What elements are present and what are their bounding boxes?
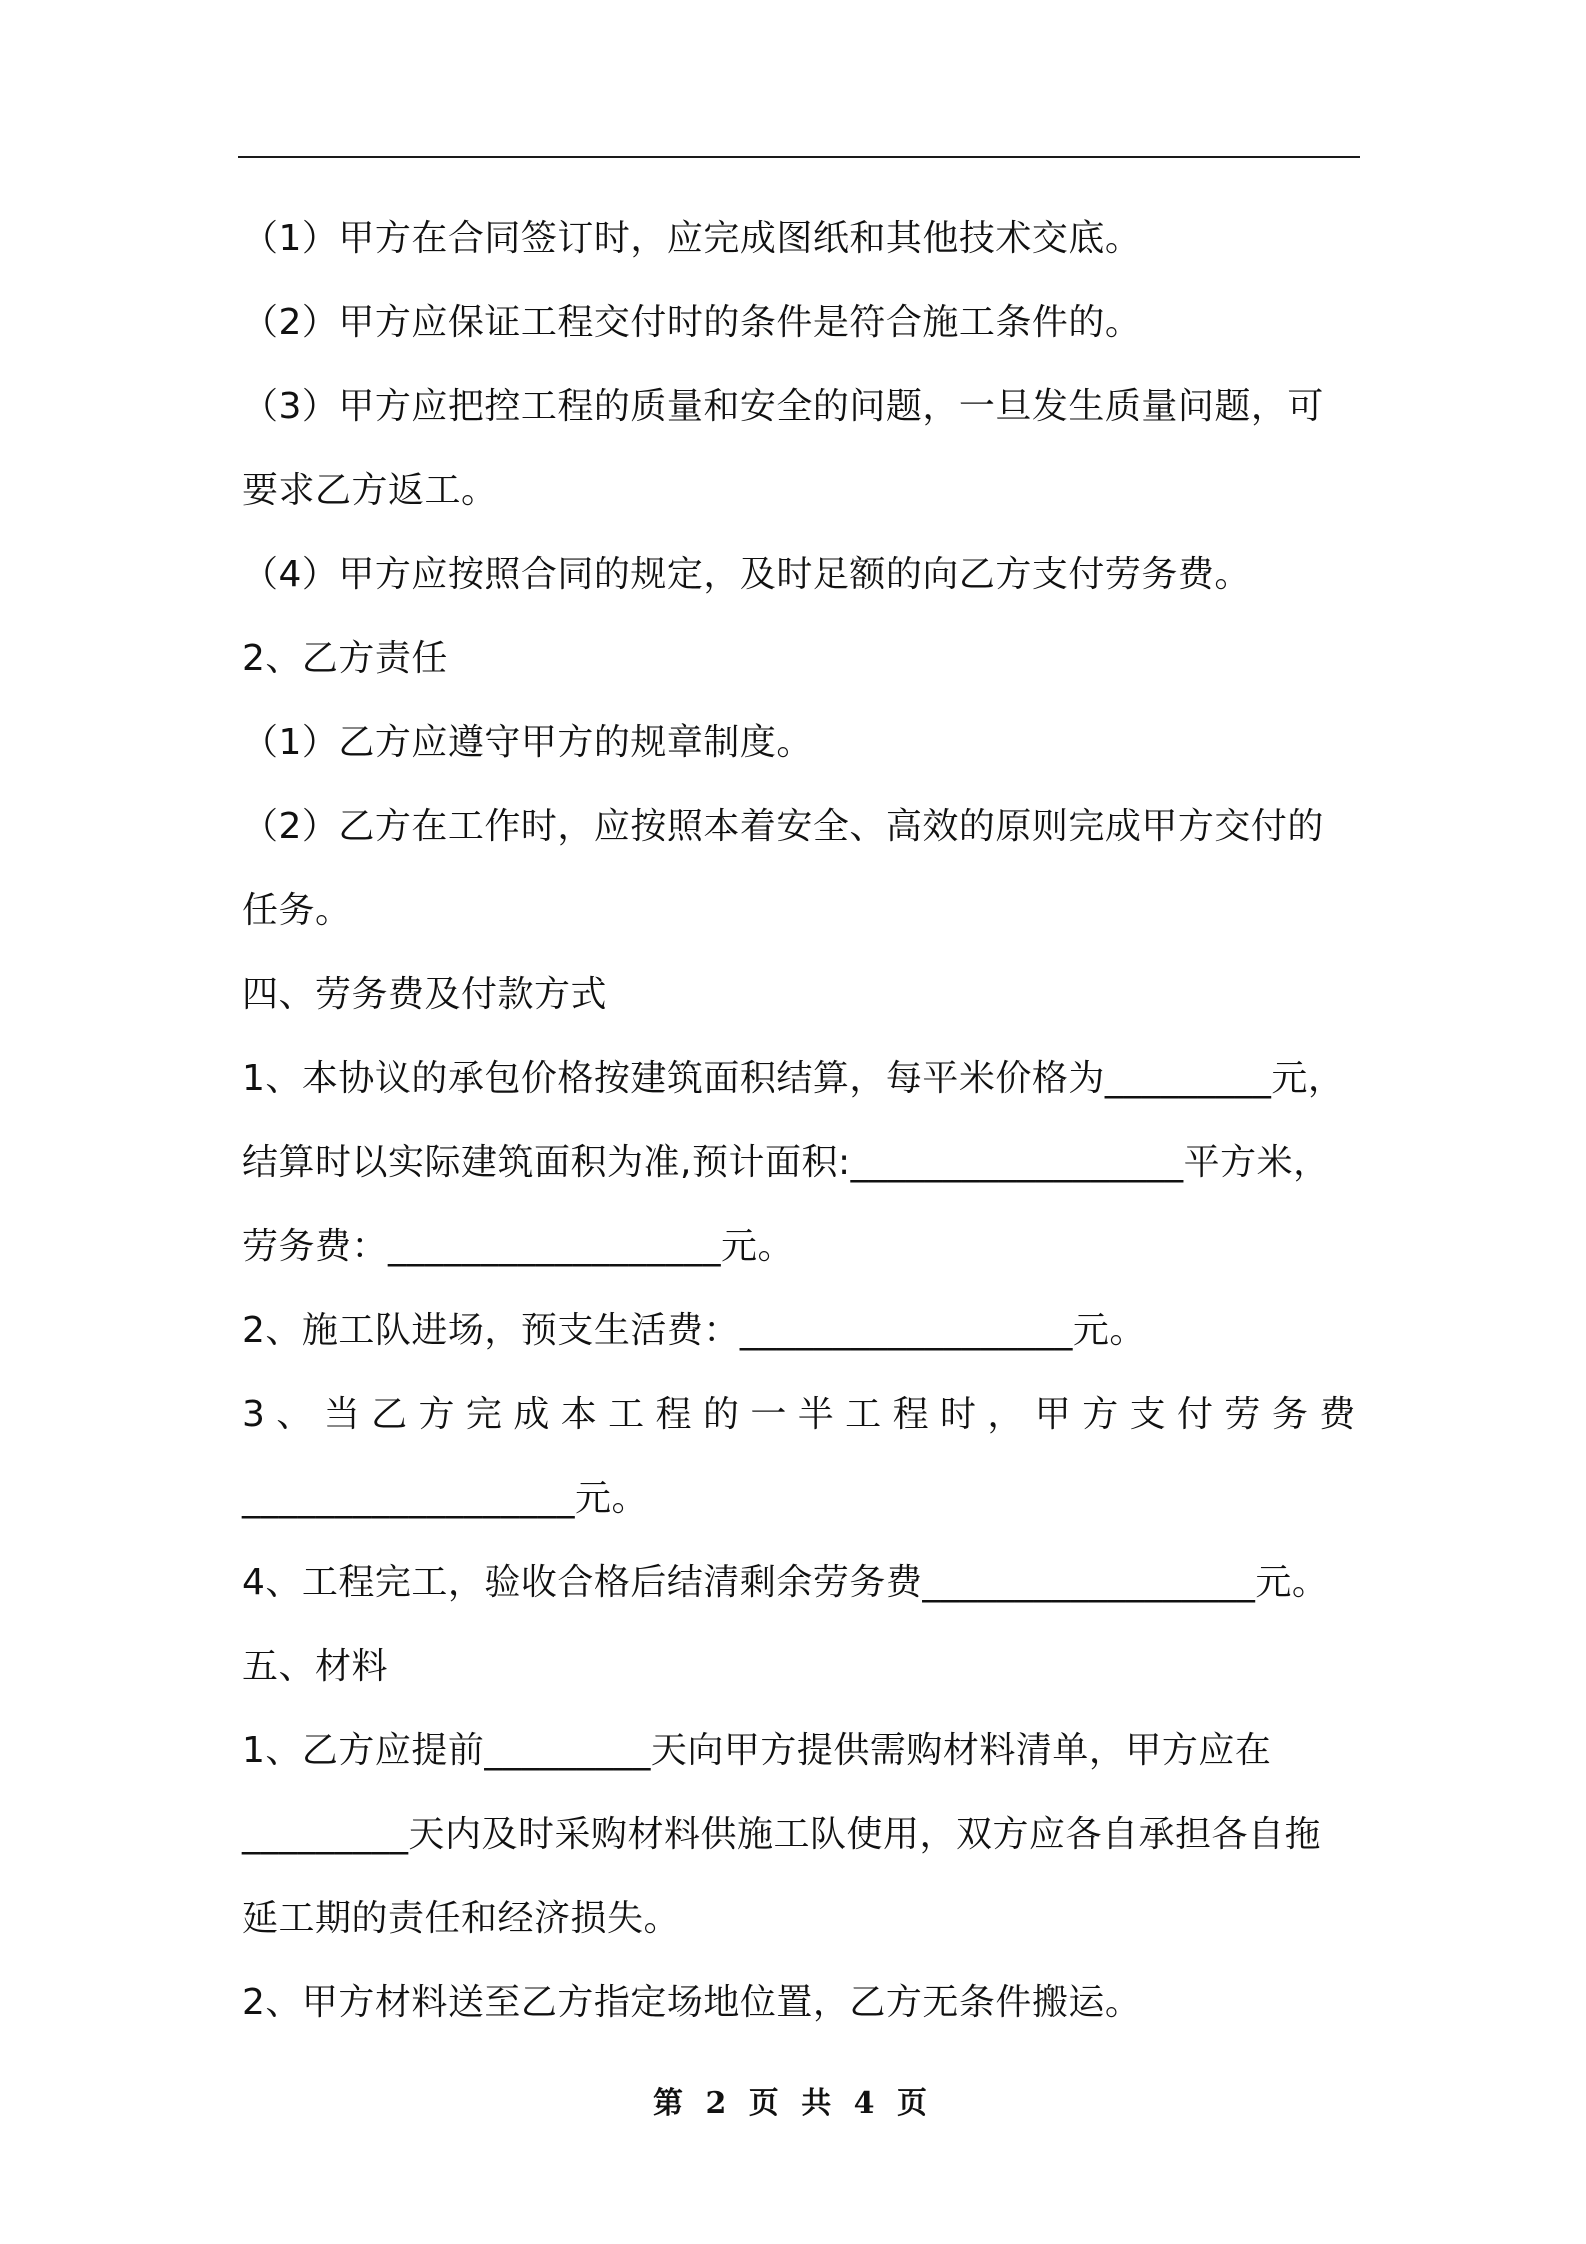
- text-line: 4、工程完工，验收合格后结清剩余劳务费__________________元。: [242, 1562, 1329, 1603]
- text-char: 方: [418, 1394, 456, 1435]
- text-char: 乙: [371, 1394, 408, 1435]
- text-char: 付: [1177, 1394, 1214, 1435]
- text-char: 时: [939, 1394, 977, 1435]
- text-line: _________天内及时采购材料供施工队使用，双方应各自承担各自拖: [242, 1814, 1322, 1855]
- text-char: 成: [513, 1394, 550, 1435]
- text-line: 2、施工队进场，预支生活费：__________________元。: [242, 1310, 1146, 1351]
- header-rule: [238, 156, 1360, 158]
- text-char: 工: [608, 1394, 645, 1435]
- text-line: 1、乙方应提前_________天向甲方提供需购材料清单，甲方应在: [242, 1730, 1272, 1771]
- text-line: 结算时以实际建筑面积为准,预计面积:__________________平方米，: [242, 1142, 1330, 1183]
- justified-text-line: [242, 1373, 1356, 1457]
- text-line: 1、本协议的承包价格按建筑面积结算，每平米价格为_________元，: [242, 1058, 1345, 1099]
- text-char: 甲: [1034, 1394, 1072, 1435]
- text-char: 当: [323, 1394, 361, 1435]
- text-line: （2）乙方在工作时，应按照本着安全、高效的原则完成甲方交付的: [242, 806, 1324, 847]
- text-char: 支: [1129, 1394, 1167, 1435]
- page-number-footer: 第 2 页 共 4 页: [653, 2086, 933, 2121]
- section-heading: 2、乙方责任: [242, 638, 448, 679]
- text-char: 的: [702, 1394, 740, 1435]
- section-heading: 四、劳务费及付款方式: [242, 974, 608, 1015]
- text-char: 半: [797, 1394, 835, 1435]
- document-body: [242, 197, 1356, 2045]
- text-char: 程: [655, 1394, 693, 1435]
- text-char: 一: [750, 1394, 787, 1435]
- text-line: 任务。: [242, 890, 352, 931]
- text-line: 延工期的责任和经济损失。: [242, 1898, 681, 1939]
- text-char: ，: [987, 1394, 1024, 1435]
- text-line: （2）甲方应保证工程交付时的条件是符合施工条件的。: [242, 302, 1142, 343]
- text-char: 劳: [1224, 1394, 1261, 1435]
- text-line: 要求乙方返工。: [242, 470, 498, 511]
- text-char: 完: [465, 1394, 503, 1435]
- text-char: 本: [560, 1394, 598, 1435]
- text-line: （3）甲方应把控工程的质量和安全的问题，一旦发生质量问题，可: [242, 386, 1324, 427]
- text-line: __________________元。: [242, 1478, 649, 1519]
- text-line: （4）甲方应按照合同的规定，及时足额的向乙方支付劳务费。: [242, 554, 1251, 595]
- section-heading: 五、材料: [242, 1646, 389, 1687]
- text-char: 程: [892, 1394, 930, 1435]
- text-char: 工: [845, 1394, 882, 1435]
- text-char: 方: [1082, 1394, 1119, 1435]
- text-line: （1）乙方应遵守甲方的规章制度。: [242, 722, 813, 763]
- text-char: 、: [276, 1394, 313, 1435]
- text-char: 务: [1271, 1394, 1309, 1435]
- text-char: 3: [242, 1394, 266, 1435]
- text-line: （1）甲方在合同签订时，应完成图纸和其他技术交底。: [242, 218, 1142, 259]
- text-char: 费: [1319, 1394, 1356, 1435]
- text-line: 2、甲方材料送至乙方指定场地位置，乙方无条件搬运。: [242, 1982, 1142, 2023]
- text-line: 劳务费：__________________元。: [242, 1226, 795, 1267]
